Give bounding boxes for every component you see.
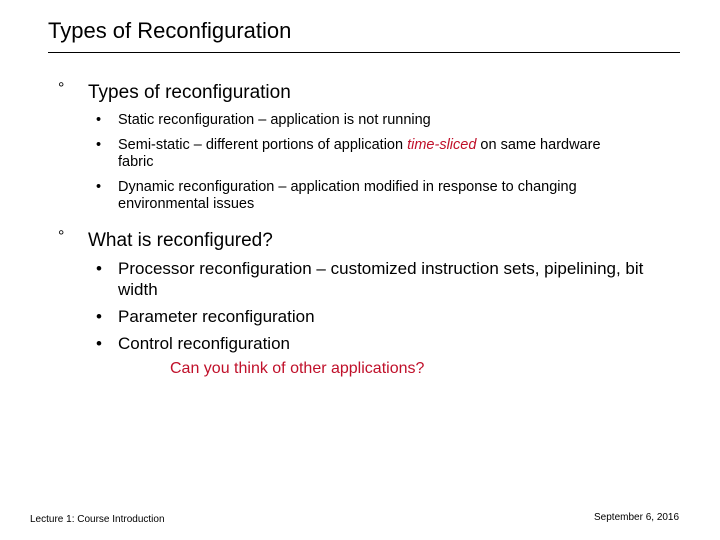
sub-bullet-text: Static reconfiguration – application is not running xyxy=(118,112,431,128)
degree-marker: ° xyxy=(58,80,65,97)
question-text: Can you think of other applications? xyxy=(170,360,425,377)
bullet-dot: • xyxy=(96,137,102,153)
bullet-heading: Types of reconfiguration xyxy=(88,82,291,103)
degree-marker: ° xyxy=(58,228,65,245)
sub-bullet-text: Processor reconfiguration – customized instruction sets, pipelining, bit width xyxy=(118,259,644,299)
bullet-dot: • xyxy=(96,334,102,353)
bullet-dot: • xyxy=(96,179,102,195)
bullet-dot: • xyxy=(96,112,102,128)
sub-bullet-text: Control reconfiguration xyxy=(118,334,290,353)
text-post: on same hardware fabric xyxy=(118,137,601,170)
title-rule xyxy=(48,52,680,53)
bullet-dot: • xyxy=(96,259,102,278)
bullet-dot: • xyxy=(96,307,102,326)
sub-bullet-text xyxy=(118,137,638,171)
sub-bullet-text: Parameter reconfiguration xyxy=(118,307,315,326)
bullet-heading: What is reconfigured? xyxy=(88,230,273,251)
highlight-time-sliced: time-sliced xyxy=(407,137,477,153)
sub-bullet-text: Dynamic reconfiguration – application modified in response to changing environmental issues xyxy=(118,179,577,212)
footer-course: Lecture 1: Course Introduction xyxy=(30,514,165,525)
footer-date: September 6, 2016 xyxy=(594,512,680,523)
slide-title: Types of Reconfiguration xyxy=(48,18,292,43)
text-pre: Semi-static – different portions of application xyxy=(118,137,408,153)
